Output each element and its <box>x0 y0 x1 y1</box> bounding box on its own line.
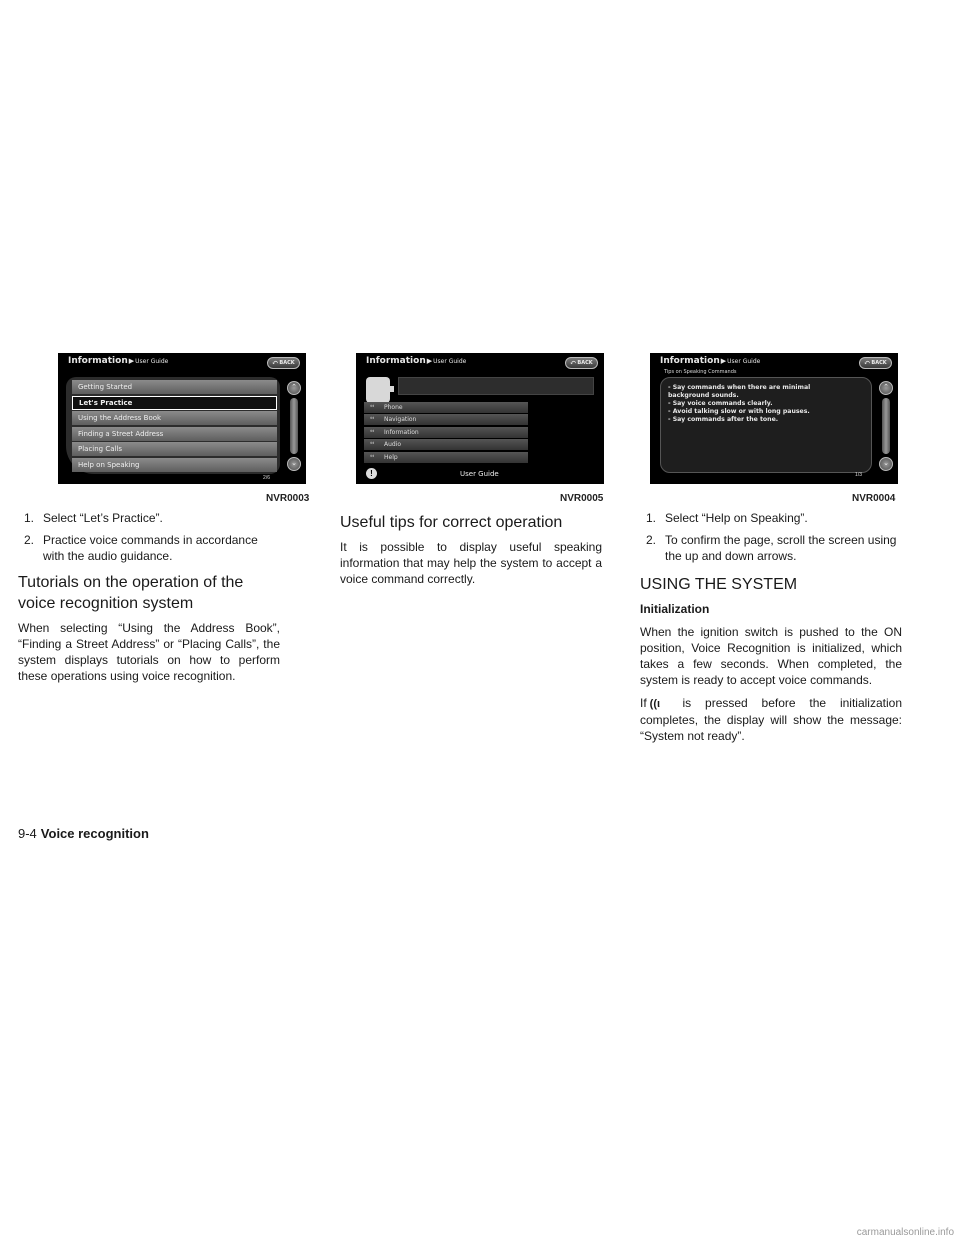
screen-title: Information▶User Guide <box>68 356 169 366</box>
voice-icon: ❛❛ <box>370 441 375 449</box>
step-1: 1. Select “Let’s Practice”. <box>24 511 163 525</box>
section-heading: USING THE SYSTEM <box>640 576 798 593</box>
menu-item-help-on-speaking[interactable]: Help on Speaking <box>72 458 277 472</box>
section-heading: Tutorials on the operation of the voice recognition system <box>18 574 244 612</box>
figure-id: NVR0003 <box>266 493 310 504</box>
back-button[interactable]: ⤺ BACK <box>565 357 598 369</box>
menu-item-placing-calls[interactable]: Placing Calls <box>72 442 277 456</box>
voice-icon: ❛❛ <box>370 416 375 424</box>
command-item-information[interactable]: ❛❛ Information <box>364 427 528 438</box>
warning-icon: ! <box>366 468 377 479</box>
chevron-down-icon[interactable]: ⌄ <box>287 457 301 471</box>
chapter-title: Voice recognition <box>40 826 149 841</box>
chevron-down-icon[interactable]: ⌄ <box>879 457 893 471</box>
screen-image-user-guide-tips <box>356 353 604 484</box>
menu-item-address-book[interactable]: Using the Address Book <box>72 411 277 425</box>
paragraph: It is possible to display useful speaking information that may help the system to accept a voice command correctly. <box>340 540 602 586</box>
command-item-phone[interactable]: ❛❛ Phone <box>364 402 528 413</box>
tip-line: - Avoid talking slow or with long pauses. <box>668 408 810 415</box>
column-middle <box>340 512 602 594</box>
screen-title: Information▶User Guide <box>660 356 761 366</box>
watermark: carmanualsonline.info <box>856 1227 954 1238</box>
step-2: 2. To confirm the page, scroll the screen using the up and down arrows. <box>646 533 897 563</box>
step-2: 2. Practice voice commands in accordance with the audio guidance. <box>24 533 258 563</box>
panel-title: Tips on Speaking Commands <box>664 369 737 375</box>
screen-footer <box>364 467 596 481</box>
menu-item-getting-started[interactable]: Getting Started <box>72 380 277 394</box>
section-heading: Useful tips for correct operation <box>340 514 563 531</box>
menu-list <box>72 380 277 474</box>
info-bar <box>398 377 594 395</box>
talk-switch-icon: ((ι <box>649 698 661 710</box>
column-left <box>18 510 280 691</box>
page-indicator: 2/6 <box>263 475 270 481</box>
tip-line: - Say voice commands clearly. <box>668 400 773 407</box>
tip-line: - Say commands when there are minimal <box>668 384 811 391</box>
scroll-track[interactable] <box>290 398 298 454</box>
figure-id: NVR0005 <box>560 493 604 504</box>
tips-list <box>668 384 864 424</box>
scroll-track[interactable] <box>882 398 890 454</box>
paragraph: If ((ι is pressed before the initialization completes, the display will show the message: “System not ready”. <box>640 696 902 743</box>
subheading: Initialization <box>640 602 710 616</box>
user-guide-icon <box>366 377 390 403</box>
command-item-navigation[interactable]: ❛❛ Navigation <box>364 414 528 425</box>
paragraph: When selecting “Using the Address Book”, “Finding a Street Address” or “Placing Calls”, the system displays tutorials on how to perform these operations using voice recognition. <box>18 621 280 683</box>
voice-icon: ❛❛ <box>370 404 375 411</box>
page-footer <box>18 826 149 841</box>
scroll-bar <box>286 381 302 473</box>
voice-icon: ❛❛ <box>370 453 375 461</box>
command-item-help[interactable]: ❛❛ Help <box>364 452 528 463</box>
menu-item-lets-practice[interactable]: Let's Practice <box>72 396 277 410</box>
tip-line: - Say commands after the tone. <box>668 416 779 423</box>
step-1: 1. Select “Help on Speaking”. <box>646 511 808 525</box>
command-list <box>364 402 528 464</box>
chevron-up-icon[interactable]: ⌃ <box>879 381 893 395</box>
menu-item-street-address[interactable]: Finding a Street Address <box>72 427 277 441</box>
tip-line: background sounds. <box>668 392 739 399</box>
page-number: 9-4 <box>18 826 37 841</box>
screen-image-user-guide-list <box>58 353 306 484</box>
command-item-audio[interactable]: ❛❛ Audio <box>364 439 528 450</box>
back-button[interactable]: ⤺ BACK <box>267 357 300 369</box>
paragraph: When the ignition switch is pushed to the ON position, Voice Recognition is initialized, which takes a few seconds. When completed, the system is ready to accept voice commands. <box>640 625 902 687</box>
chevron-up-icon[interactable]: ⌃ <box>287 381 301 395</box>
voice-icon: ❛❛ <box>370 428 375 436</box>
figure-id: NVR0004 <box>852 493 896 504</box>
scroll-bar <box>878 381 894 473</box>
column-right <box>640 510 902 751</box>
page-indicator: 1/3 <box>855 472 862 478</box>
back-button[interactable]: ⤺ BACK <box>859 357 892 369</box>
footer-label: User Guide <box>460 470 499 478</box>
screen-title: Information▶User Guide <box>366 356 467 366</box>
screen-image-speaking-tips <box>650 353 898 484</box>
